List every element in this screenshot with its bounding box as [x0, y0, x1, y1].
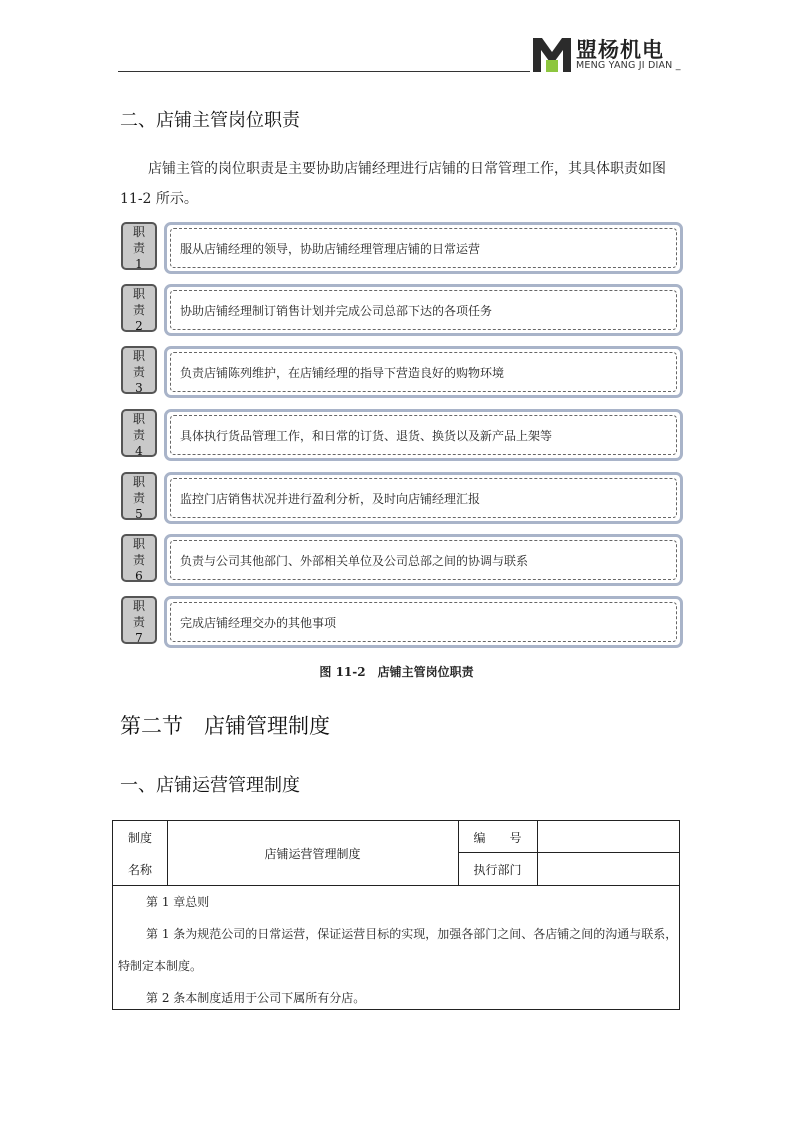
- intro-line-1: 店铺主管的岗位职责是主要协助店铺经理进行店铺的日常管理工作，其具体职责如图: [148, 161, 666, 177]
- duty-box-5: [164, 472, 683, 524]
- name-label-2: 名称: [127, 863, 152, 877]
- duty-label-3: 职 责 3: [121, 346, 157, 394]
- section-heading-2: 一、店铺运营管理制度: [120, 775, 300, 796]
- duty-text-5: 监控门店销售状况并进行盈利分析，及时向店铺经理汇报: [180, 491, 481, 506]
- duty-box-1: [164, 222, 683, 274]
- policy-name-value: 店铺运营管理制度: [264, 847, 361, 861]
- duty-label-6: 职 责 6: [121, 534, 157, 582]
- body-line-2: 第 1 条为规范公司的日常运营，保证运营目标的实现，加强各部门之间、各店铺之间的沟通与联系，: [146, 927, 678, 941]
- header-rule: [118, 71, 530, 72]
- number-label: 编 号: [473, 831, 522, 845]
- duty-text-4: 具体执行货品管理工作，和日常的订货、退货、换货以及新产品上架等: [180, 428, 553, 443]
- duty-text-3: 负责店铺陈列维护，在店铺经理的指导下营造良好的购物环境: [180, 365, 505, 380]
- intro-paragraph: [120, 154, 676, 214]
- section-heading: 二、店铺主管岗位职责: [120, 110, 300, 131]
- brand-name-en: MENG YANG JI DIAN _: [576, 60, 681, 71]
- duty-box-4: [164, 409, 683, 461]
- duty-label-1: 职 责 1: [121, 222, 157, 270]
- duty-text-7: 完成店铺经理交办的其他事项: [180, 615, 337, 630]
- figure-caption: 图 11-2 店铺主管岗位职责: [319, 665, 474, 679]
- body-line-1: 第 1 章总则: [146, 895, 210, 909]
- dept-label: 执行部门: [473, 863, 522, 877]
- body-line-4: 第 2 条本制度适用于公司下属所有分店。: [146, 991, 366, 1005]
- duty-label-4: 职 责 4: [121, 409, 157, 457]
- name-label-1: 制度: [127, 831, 152, 845]
- duty-label-5: 职 责 5: [121, 472, 157, 520]
- duty-text-2: 协助店铺经理制订销售计划并完成公司总部下达的各项任务: [180, 303, 493, 318]
- chapter-heading: 第二节 店铺管理制度: [120, 714, 330, 738]
- duty-box-6: [164, 534, 683, 586]
- duty-label-7: 职 责 7: [121, 596, 157, 644]
- brand-name-cn: 盟杨机电: [576, 38, 664, 62]
- intro-line-2: 11-2 所示。: [120, 191, 198, 207]
- duty-label-2: 职 责 2: [121, 284, 157, 332]
- duty-box-3: [164, 346, 683, 398]
- duty-box-2: [164, 284, 683, 336]
- body-line-3: 特制定本制度。: [118, 959, 203, 973]
- duty-text-6: 负责与公司其他部门、外部相关单位及公司总部之间的协调与联系: [180, 553, 529, 568]
- duty-text-1: 服从店铺经理的领导，协助店铺经理管理店铺的日常运营: [180, 241, 481, 256]
- brand-logo-icon: [533, 38, 571, 72]
- policy-table: [112, 820, 680, 1010]
- duty-box-7: [164, 596, 683, 648]
